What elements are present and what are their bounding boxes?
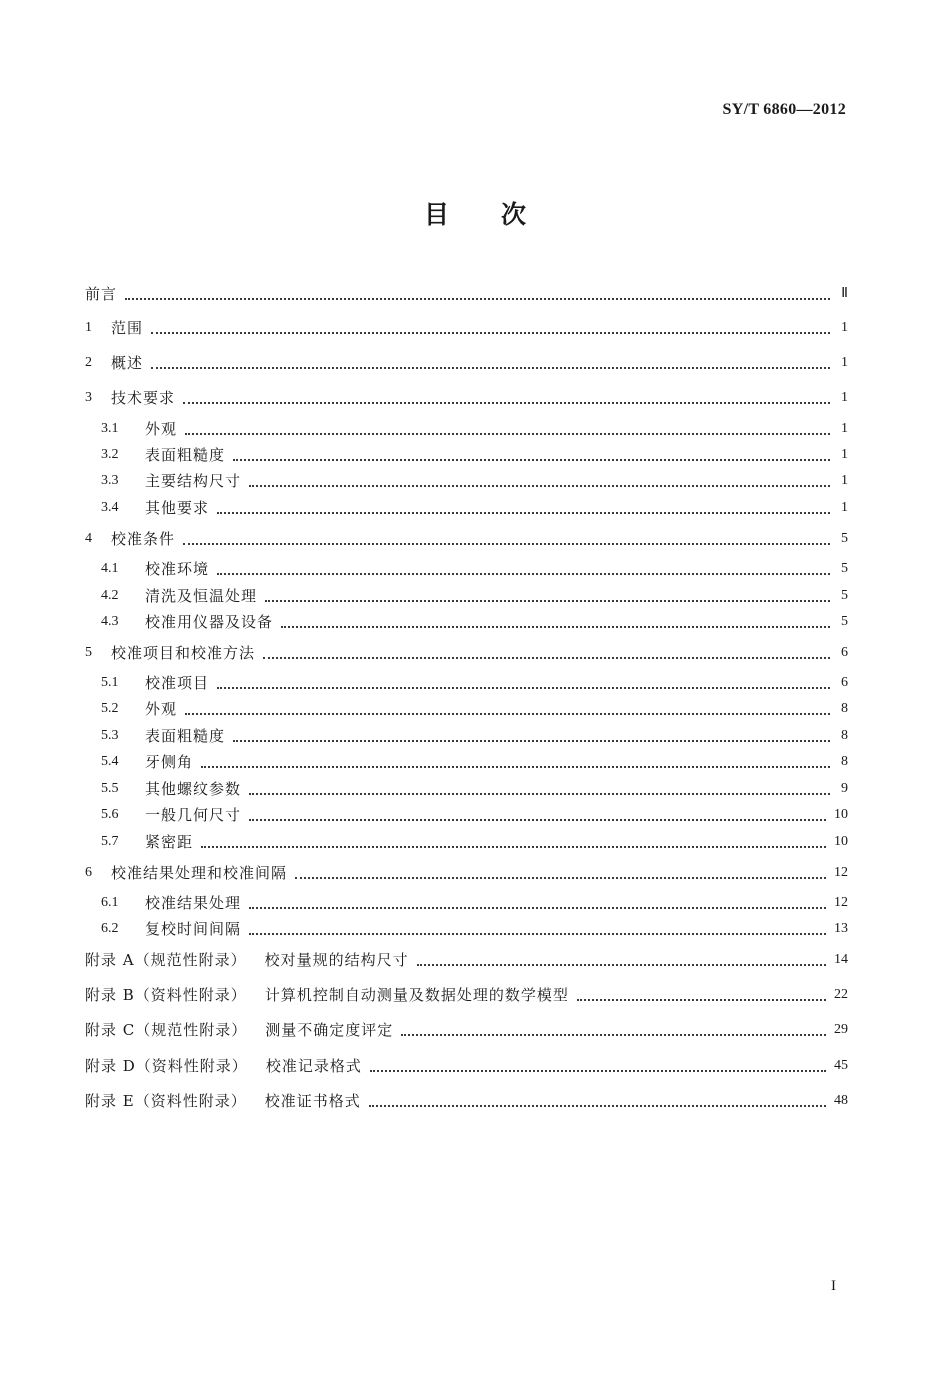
dot-leader <box>185 433 830 435</box>
toc-entry[interactable] <box>101 750 848 772</box>
toc-entry-page: 1 <box>841 355 848 370</box>
toc-entry[interactable] <box>101 891 848 913</box>
toc-entry[interactable] <box>85 316 848 338</box>
appendix-title: 校对量规的结构尺寸 <box>264 951 409 969</box>
toc-entry-page: 8 <box>841 754 848 769</box>
toc-entry-page: 9 <box>841 781 848 796</box>
dot-leader <box>577 999 826 1001</box>
toc-entry[interactable] <box>85 861 848 883</box>
toc-entry-number: 5 <box>85 645 92 660</box>
appendix-type: （资料性附录） <box>135 1057 248 1075</box>
toc-appendix-entry[interactable] <box>85 948 848 970</box>
toc-entry[interactable] <box>85 641 848 663</box>
dot-leader <box>185 713 830 715</box>
toc-entry[interactable] <box>101 610 848 632</box>
toc-entry-number: 6 <box>85 865 92 880</box>
toc-entry-label: 技术要求 <box>111 389 176 407</box>
toc-entry-label: 校准项目和校准方法 <box>111 644 256 662</box>
toc-entry-label: 范围 <box>111 319 144 337</box>
standard-code: SY/T 6860—2012 <box>722 101 846 118</box>
toc-entry[interactable] <box>101 557 848 579</box>
toc-entry-page: 1 <box>841 421 848 436</box>
appendix-type: （资料性附录） <box>134 986 247 1004</box>
toc-entry-number: 5.7 <box>101 834 119 849</box>
toc-entry-number: 3.1 <box>101 421 119 436</box>
dot-leader <box>151 332 830 334</box>
appendix-title: 测量不确定度评定 <box>265 1021 394 1039</box>
dot-leader <box>217 573 830 575</box>
toc-entry-label: 前言 <box>85 285 118 303</box>
toc-entry-page: 8 <box>841 701 848 716</box>
appendix-type: （规范性附录） <box>135 1021 248 1039</box>
toc-entry-label: 清洗及恒温处理 <box>145 587 258 605</box>
dot-leader <box>183 543 830 545</box>
toc-entry-page: 1 <box>841 500 848 515</box>
toc-entry-number: 5.1 <box>101 675 119 690</box>
toc-entry[interactable] <box>101 671 848 693</box>
toc-entry-label: 一般几何尺寸 <box>145 806 242 824</box>
appendix-type: （资料性附录） <box>134 1092 247 1110</box>
dot-leader <box>295 877 826 879</box>
toc-entry-page: 1 <box>841 447 848 462</box>
appendix-title: 计算机控制自动测量及数据处理的数学模型 <box>264 986 569 1004</box>
toc-entry-number: 5.3 <box>101 728 119 743</box>
toc-entry-number: 4.2 <box>101 588 119 603</box>
dot-leader <box>263 657 830 659</box>
toc-entry[interactable] <box>101 697 848 719</box>
dot-leader <box>401 1034 826 1036</box>
dot-leader <box>201 766 830 768</box>
appendix-prefix: 附录 E <box>85 1092 135 1110</box>
toc-entry-label: 主要结构尺寸 <box>145 472 242 490</box>
dot-leader <box>249 933 826 935</box>
toc-entry-number: 1 <box>85 320 92 335</box>
toc-entry-page: 5 <box>841 561 848 576</box>
dot-leader <box>249 907 826 909</box>
appendix-type: （规范性附录） <box>134 951 247 969</box>
appendix-prefix: 附录 A <box>85 951 135 969</box>
toc-entry[interactable] <box>101 496 848 518</box>
toc-entry-label: 概述 <box>111 354 144 372</box>
toc-entry-number: 5.5 <box>101 781 119 796</box>
toc-entry-label: 表面粗糙度 <box>145 446 226 464</box>
toc-entry-page: 10 <box>834 807 848 822</box>
dot-leader <box>369 1105 826 1107</box>
toc-entry[interactable] <box>101 469 848 491</box>
toc-entry-number: 5.6 <box>101 807 119 822</box>
toc-entry-label: 复校时间间隔 <box>145 920 242 938</box>
dot-leader <box>201 846 826 848</box>
page-title: 目次 <box>423 200 578 229</box>
toc-entry[interactable] <box>85 351 848 373</box>
toc-entry-number: 6.1 <box>101 895 119 910</box>
toc-entry-label: 外观 <box>145 420 178 438</box>
toc-entry-page: 29 <box>834 1022 848 1037</box>
dot-leader <box>265 600 830 602</box>
toc-entry-page: 5 <box>841 531 848 546</box>
toc-entry[interactable] <box>85 282 848 304</box>
page-number: I <box>831 1278 836 1294</box>
toc-entry-page: 12 <box>834 895 848 910</box>
toc-entry[interactable] <box>101 724 848 746</box>
toc-entry[interactable] <box>85 386 848 408</box>
toc-entry[interactable] <box>101 443 848 465</box>
appendix-prefix: 附录 B <box>85 986 135 1004</box>
toc-entry[interactable] <box>101 417 848 439</box>
toc-entry-page: 6 <box>841 645 848 660</box>
toc-entry-number: 4 <box>85 531 92 546</box>
toc-entry[interactable] <box>101 830 848 852</box>
toc-appendix-entry[interactable] <box>85 1018 848 1040</box>
toc-entry-label: 校准项目 <box>145 674 210 692</box>
toc-entry-number: 3.4 <box>101 500 119 515</box>
dot-leader <box>183 402 830 404</box>
dot-leader <box>217 687 830 689</box>
toc-appendix-entry[interactable] <box>85 1089 848 1111</box>
toc-entry-label: 表面粗糙度 <box>145 727 226 745</box>
toc-entry-number: 3 <box>85 390 92 405</box>
toc-entry-number: 5.4 <box>101 754 119 769</box>
toc-appendix-entry[interactable] <box>85 1054 848 1076</box>
toc-entry-number: 3.3 <box>101 473 119 488</box>
appendix-title: 校准证书格式 <box>264 1092 361 1110</box>
toc-entry-label: 其他螺纹参数 <box>145 780 242 798</box>
dot-leader <box>125 298 830 300</box>
appendix-prefix: 附录 D <box>85 1057 136 1075</box>
dot-leader <box>249 793 830 795</box>
toc-entry-page: 1 <box>841 320 848 335</box>
toc-entry-page: 22 <box>834 987 848 1002</box>
dot-leader <box>417 964 826 966</box>
appendix-title: 校准记录格式 <box>265 1057 362 1075</box>
dot-leader <box>233 740 830 742</box>
toc-entry-label: 牙侧角 <box>145 753 194 771</box>
toc-entry-number: 4.1 <box>101 561 119 576</box>
toc-entry[interactable] <box>101 917 848 939</box>
appendix-prefix: 附录 C <box>85 1021 136 1039</box>
toc-entry[interactable] <box>101 803 848 825</box>
toc-entry[interactable] <box>101 584 848 606</box>
toc-entry-page: 8 <box>841 728 848 743</box>
toc-entry-label: 校准结果处理 <box>145 894 242 912</box>
toc-appendix-entry[interactable] <box>85 983 848 1005</box>
toc-entry-number: 4.3 <box>101 614 119 629</box>
toc-entry-page: 14 <box>834 952 848 967</box>
dot-leader <box>370 1070 826 1072</box>
toc-entry[interactable] <box>85 527 848 549</box>
toc-entry-page: 48 <box>834 1093 848 1108</box>
toc-entry-page: 5 <box>841 614 848 629</box>
dot-leader <box>151 367 830 369</box>
toc-entry-number: 2 <box>85 355 92 370</box>
toc-entry-page: 5 <box>841 588 848 603</box>
toc-entry-number: 5.2 <box>101 701 119 716</box>
toc-entry-label: 校准环境 <box>145 560 210 578</box>
toc-entry-label: 外观 <box>145 700 178 718</box>
toc-entry-label: 其他要求 <box>145 499 210 517</box>
toc-entry-number: 3.2 <box>101 447 119 462</box>
toc-entry-number: 6.2 <box>101 921 119 936</box>
toc-entry-page: 10 <box>834 834 848 849</box>
toc-entry-label: 紧密距 <box>145 833 194 851</box>
dot-leader <box>217 512 830 514</box>
toc-entry-label: 校准结果处理和校准间隔 <box>111 864 288 882</box>
toc-entry-page: 1 <box>841 390 848 405</box>
toc-entry-page: 6 <box>841 675 848 690</box>
dot-leader <box>249 485 830 487</box>
dot-leader <box>233 459 830 461</box>
toc-entry-label: 校准条件 <box>111 530 176 548</box>
toc-entry-page: Ⅱ <box>841 286 848 301</box>
toc-entry-page: 45 <box>834 1058 848 1073</box>
toc-entry-page: 1 <box>841 473 848 488</box>
toc-entry[interactable] <box>101 777 848 799</box>
toc-entry-page: 13 <box>834 921 848 936</box>
dot-leader <box>281 626 830 628</box>
toc-entry-label: 校准用仪器及设备 <box>145 613 274 631</box>
toc-entry-page: 12 <box>834 865 848 880</box>
dot-leader <box>249 819 826 821</box>
